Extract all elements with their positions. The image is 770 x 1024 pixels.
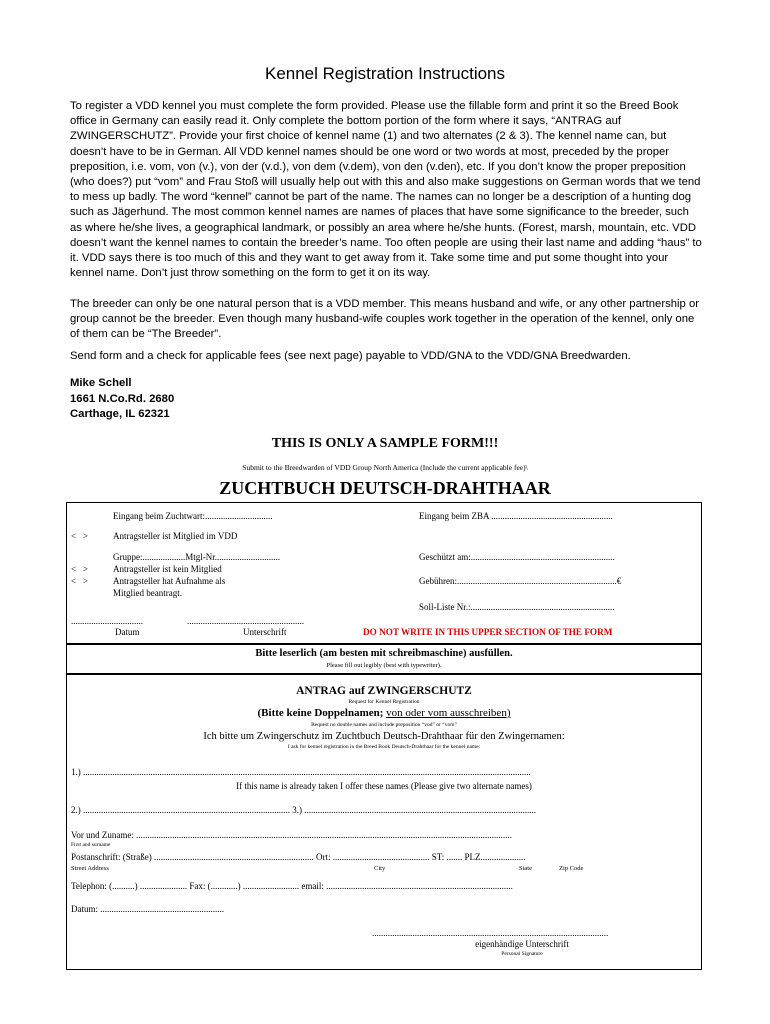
- date-field[interactable]: Datum: .......................................................: [71, 904, 224, 914]
- request-statement-en: I ask for kennel registration in the Breed Book Deutsch-Drahthaar for the kennel name:: [287, 744, 481, 750]
- double-names-note-en: Request no double names and include preposition “vod” or “vom”: [311, 722, 457, 728]
- do-not-write-warning: DO NOT WRITE IN THIS UPPER SECTION OF THE FORM: [363, 627, 613, 637]
- address-street: 1661 N.Co.Rd. 2680: [70, 392, 175, 405]
- applied-check-marks: < >: [71, 576, 88, 586]
- signature-field[interactable]: .........................................................................................................: [372, 928, 609, 938]
- member-check-marks: < >: [71, 531, 88, 541]
- eingang-zba: Eingang beim ZBA ......................................................: [419, 511, 613, 521]
- request-title: ANTRAG auf ZWINGERSCHUTZ: [296, 685, 472, 697]
- unterschrift-dots: ....................................................: [187, 616, 304, 626]
- zip-label-en: Zip Code: [559, 865, 584, 872]
- double-names-note: [67, 707, 701, 719]
- unterschrift-label: Unterschrift: [243, 627, 287, 637]
- upper-section-box: [66, 502, 702, 644]
- submit-note: Submit to the Breedwarden of VDD Group North America (Include the current applicable fee)\: [242, 463, 528, 472]
- double-names-bold: (Bitte keine Doppelnamen;: [257, 707, 384, 719]
- form-heading: ZUCHTBUCH DEUTSCH-DRAHTHAAR: [219, 478, 551, 498]
- double-names-underline: von oder vom ausschreiben): [386, 707, 511, 719]
- name-field-en: First and surname: [71, 842, 111, 848]
- state-label-en: State: [519, 865, 532, 872]
- legibility-box: [66, 644, 702, 674]
- non-member-option: Antragsteller ist kein Mitglied: [113, 564, 222, 574]
- address-city: Carthage, IL 62321: [70, 408, 170, 420]
- city-label-en: City: [374, 865, 386, 872]
- gruppe-field: Gruppe:...................Mtgl-Nr.............................: [113, 552, 280, 562]
- street-label-en: Street Address: [71, 865, 109, 872]
- contact-field[interactable]: Telephon: (..........) ..................... Fax: (............) ......................... email: ...................................................................................: [71, 881, 513, 891]
- kennel-request-box: [66, 674, 702, 970]
- signature-label: eigenhändige Unterschrift: [475, 939, 569, 949]
- mailing-address: [70, 376, 174, 423]
- alternate-names-note: If this name is already taken I offer these names (Please give two alternate names): [236, 781, 532, 791]
- datum-label: Datum: [115, 627, 140, 637]
- page-title: Kennel Registration Instructions: [264, 64, 506, 83]
- address-field[interactable]: Postanschrift: (Straße) ....................................................................... Ort: ........................................... ST: ....... PLZ....................: [71, 852, 526, 862]
- name-field[interactable]: Vor und Zuname: .......................................................................................................................................................................: [71, 830, 512, 840]
- geschuetzt-field: Geschützt am:................................................................: [419, 552, 615, 562]
- datum-dots: ................................: [71, 616, 143, 626]
- address-name: Mike Schell: [70, 377, 132, 389]
- applied-option-cont: Mitglied beantragt.: [113, 588, 182, 598]
- member-option: Antragsteller ist Mitglied im VDD: [113, 531, 238, 541]
- sample-form-notice: THIS IS ONLY A SAMPLE FORM!!!: [271, 436, 499, 451]
- applied-option: Antragsteller hat Aufnahme als: [113, 576, 226, 586]
- instructions-paragraph-2: The breeder can only be one natural person that is a VDD member. This means husband and wife, or any other partnership or group cannot be the breeder. Even though many husband-wife couples work together in the operation of the kennel, only one of them can be “The Breeder”.: [70, 298, 700, 341]
- signature-label-en: Personal Signature: [501, 951, 543, 957]
- request-title-en: Request for Kennel Registration: [348, 699, 420, 705]
- non-member-check-marks: < >: [71, 564, 88, 574]
- instructions-paragraph-3: Send form and a check for applicable fees (see next page) payable to VDD/GNA to the VDD/GNA Breedwarden.: [70, 350, 631, 362]
- kennel-name-1-field[interactable]: 1.) .......................................................................................................................................................................................................: [71, 767, 531, 777]
- soll-liste-field: Soll-Liste Nr.:................................................................: [419, 602, 615, 612]
- kennel-name-2-3-field[interactable]: 2.) ............................................................................................ 3.) .......................................................................................................: [71, 805, 536, 815]
- request-statement: Ich bitte um Zwingerschutz im Zuchtbuch Deutsch-Drahthaar für den Zwingernamen:: [203, 731, 565, 742]
- legibility-title: Bitte leserlich (am besten mit schreibmaschine) ausfüllen.: [255, 648, 513, 659]
- eingang-zuchtwart: Eingang beim Zuchtwart:..............................: [113, 511, 273, 521]
- gebuehren-field: Gebühren:.......................................................................€: [419, 576, 622, 586]
- legibility-subtitle: Please fill out legibly (best with typewriter).: [326, 662, 442, 669]
- instructions-paragraph-1: To register a VDD kennel you must complete the form provided. Please use the fillable form and print it so the Breed Book office in Germany can easily read it. Only complete the bottom portion of the form where it says, “ANTRAG auf ZWINGERSCHUTZ”. Provide your first choice of kennel name (1) and two alternates (2 & 3). The kennel name can, but doesn’t have to be in German. All VDD kennel names should be one word or two words at most, preceded by the proper preposition, i.e. vom, von (v.), von der (v.d.), von dem (v.dem), von den (v.den), etc. If you don’t know the proper preposition (who does?) put “vom” and Frau Stoß will usually help out with this and also make suggestions on German words that we tend to mess up badly. The word “kennel” cannot be part of the name. The names can no longer be a description of a hunting dog such as Jägerhund. The most common kennel names are names of places that have some significance to the breeder, such as where he/she lives, a geographical landmark, or possibly an area where he/she hunts. (Forest, marsh, mountain, etc. VDD doesn’t want the kennel names to contain the breeder’s name. Too often people are using their last name and adding “haus” to it. VDD says there is too much of this and they want to get away from it. Take some time and put some thought into your kennel name. Don’t just throw something on the form to get it on its way.: [70, 100, 702, 280]
